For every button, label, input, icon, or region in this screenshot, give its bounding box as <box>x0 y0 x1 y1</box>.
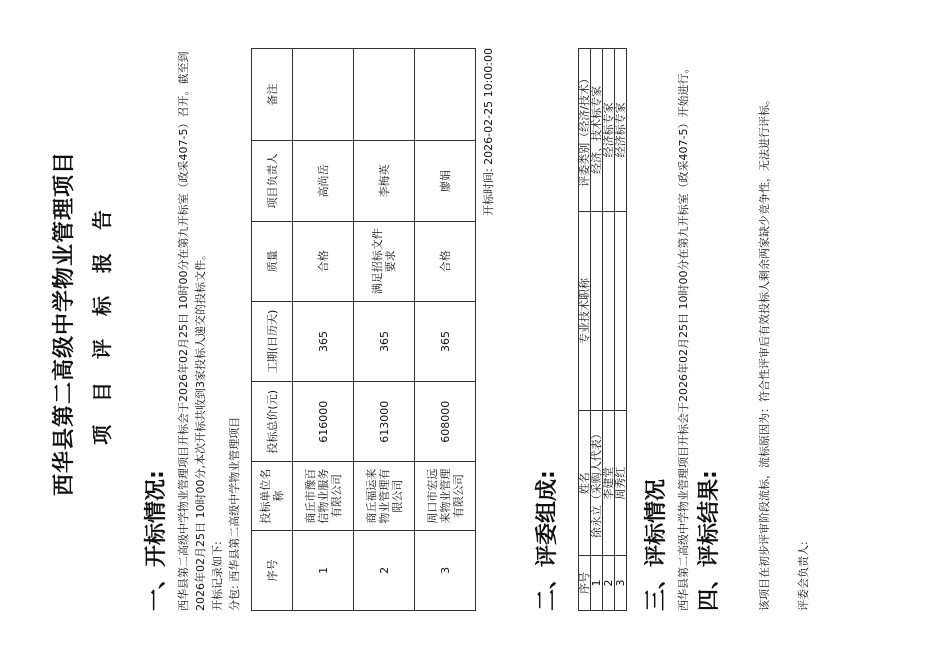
column-header: 投标单位名称 <box>252 462 293 530</box>
table-cell: 613000 <box>354 382 415 462</box>
package-label: 分包: 西华县第二高级中学物业管理项目 <box>228 416 241 611</box>
table-cell: 周秀红 <box>615 411 627 556</box>
table-header-row <box>579 49 591 611</box>
table-cell: 商丘福运来物业管理有限公司 <box>354 462 415 530</box>
opening-time: 开标时间: 2026-02-25 10:00:00 <box>482 48 495 217</box>
table-cell: 3 <box>615 556 627 611</box>
table-row <box>591 49 603 611</box>
column-header: 序号 <box>579 556 591 611</box>
column-header: 评委类别（经济/技术） <box>579 49 591 212</box>
column-header: 备注 <box>252 49 293 141</box>
column-header: 质量 <box>252 221 293 301</box>
table-row <box>293 49 354 611</box>
bid-opening-table <box>251 48 476 611</box>
column-header: 项目负责人 <box>252 141 293 221</box>
table-cell: 365 <box>354 301 415 381</box>
table-cell: 2 <box>603 556 615 611</box>
table-cell: 经济、技术标专家 <box>591 49 603 212</box>
result-paragraph: 该项目在初步评审阶段流标，流标原因为：符合性评审后有效投标人剩余两家缺少竞争性，无法进行评标。 <box>758 94 771 611</box>
column-header: 专业技术职称 <box>579 211 591 411</box>
evaluation-paragraph: 西华县第二高级中学物业管理项目开标会于2026年02月25日 10时00分在第九开标室（政采407-5）开始进行。 <box>677 62 690 611</box>
document-title: 西华县第二高级中学物业管理项目 <box>52 151 77 497</box>
table-cell: 608000 <box>415 382 476 462</box>
table-cell: 合格 <box>293 221 354 301</box>
table-cell: 李建堂 <box>603 411 615 556</box>
table-cell: 365 <box>415 301 476 381</box>
table-cell: 3 <box>415 530 476 610</box>
table-cell <box>415 49 476 141</box>
section-heading-evaluation: 三、评标情况 <box>644 478 669 611</box>
table-cell: 1 <box>293 530 354 610</box>
panel-table <box>578 48 627 611</box>
table-cell: 周口市宏远来物业管理有限公司 <box>415 462 476 530</box>
table-cell: 廖娟 <box>415 141 476 221</box>
table-row <box>603 49 615 611</box>
table-cell: 李梅英 <box>354 141 415 221</box>
table-cell <box>603 211 615 411</box>
table-cell: 2 <box>354 530 415 610</box>
table-cell <box>591 211 603 411</box>
table-cell: 经济标专家 <box>615 49 627 212</box>
section-heading-result: 四、评标结果: <box>697 470 722 611</box>
column-header: 工期(日历天) <box>252 301 293 381</box>
table-cell: 徐永立（采购人代表） <box>591 411 603 556</box>
opening-record-label: 开标记录如下: <box>211 541 224 611</box>
table-cell: 1 <box>591 556 603 611</box>
table-cell <box>615 211 627 411</box>
document-subtitle: 项 目 评 标 报 告 <box>90 202 114 445</box>
table-cell: 高尚岳 <box>293 141 354 221</box>
table-cell: 满足招标文件要求 <box>354 221 415 301</box>
table-row <box>415 49 476 611</box>
committee-head-signoff: 评委会负责人: <box>797 541 810 611</box>
section-heading-panel: 二、评委组成: <box>535 470 560 611</box>
table-cell <box>293 49 354 141</box>
table-header-row <box>252 49 293 611</box>
column-header: 投标总价(元) <box>252 382 293 462</box>
section-heading-opening: 一、开标情况: <box>144 470 169 611</box>
table-cell: 616000 <box>293 382 354 462</box>
column-header: 姓名 <box>579 411 591 556</box>
table-cell <box>354 49 415 141</box>
table-cell: 商丘市豫百信物业服务有限公司 <box>293 462 354 530</box>
table-cell: 经济标专家 <box>603 49 615 212</box>
table-row <box>615 49 627 611</box>
opening-paragraph: 西华县第二高级中学物业管理项目开标会于2026年02月25日 10时00分在第九开标室（政采407-5）召开。截至到2026年02月25日 10时00分,本次开标共收到3家投标人递交的投标文件。 <box>177 51 207 611</box>
column-header: 序号 <box>252 530 293 610</box>
table-row <box>354 49 415 611</box>
table-cell: 合格 <box>415 221 476 301</box>
table-cell: 365 <box>293 301 354 381</box>
